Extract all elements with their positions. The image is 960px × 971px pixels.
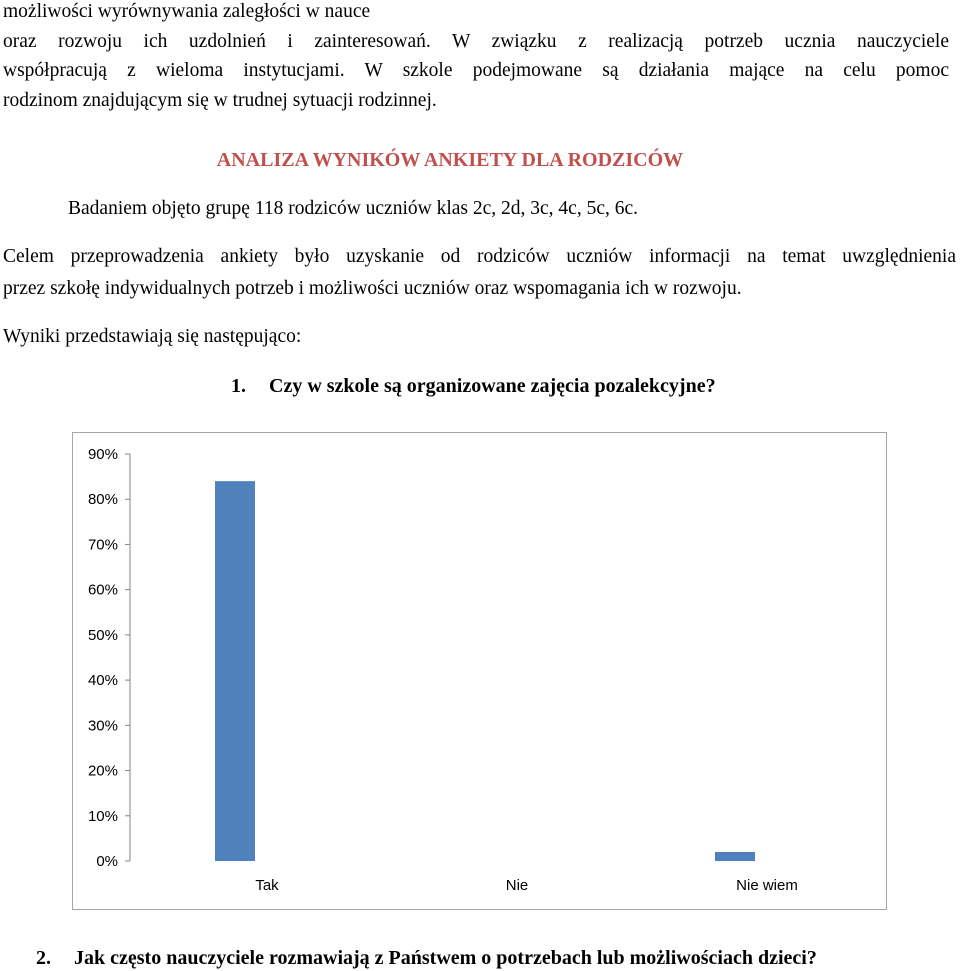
results-intro: Wyniki przedstawiają się następująco: <box>3 326 302 347</box>
y-tick-label: 90% <box>87 446 118 463</box>
bar-nie-wiem <box>715 852 755 861</box>
intro-line-2: oraz rozwoju ich uzdolnień i zainteresowań. W związku z realizacją potrzeb ucznia nauczyciele <box>3 31 949 52</box>
bar-tak <box>215 481 255 861</box>
question-2 <box>36 946 817 970</box>
question-2-text: Jak często nauczyciele rozmawiają z Państwem o potrzebach lub możliwościach dzieci? <box>74 947 817 969</box>
y-tick-label: 60% <box>87 581 118 599</box>
y-tick-label: 50% <box>87 626 118 644</box>
section-title: ANALIZA WYNIKÓW ANKIETY DLA RODZICÓW <box>216 149 684 171</box>
survey-scope: Badaniem objęto grupę 118 rodziców uczniów klas 2c, 2d, 3c, 4c, 5c, 6c. <box>68 198 639 219</box>
intro-line-1: możliwości wyrównywania zaległości w nauce <box>3 1 371 22</box>
y-tick-label: 80% <box>87 491 118 509</box>
y-tick-label: 20% <box>87 762 118 780</box>
survey-purpose-line-1: Celem przeprowadzenia ankiety było uzyskanie od rodziców uczniów informacji na temat uwzględnienia <box>3 246 956 267</box>
question-2-number: 2. <box>36 947 51 969</box>
chart-frame <box>72 432 887 910</box>
x-tick-label: Nie <box>505 877 529 894</box>
y-tick-label: 30% <box>87 717 118 735</box>
x-tick-label: Tak <box>255 877 279 894</box>
x-tick-label: Nie wiem <box>736 877 798 894</box>
intro-line-3: współpracują z wieloma instytucjami. W szkole podejmowane są działania mające na celu pomoc <box>3 60 949 81</box>
y-tick-label: 0% <box>96 853 118 870</box>
question-1-number: 1. <box>231 375 246 397</box>
bar-chart <box>73 433 886 909</box>
y-tick-label: 10% <box>87 807 118 825</box>
survey-purpose-line-2: przez szkołę indywidualnych potrzeb i możliwości uczniów oraz wspomagania ich w rozwoju. <box>3 278 742 299</box>
question-1 <box>231 374 716 398</box>
y-tick-label: 70% <box>87 536 118 554</box>
question-1-text: Czy w szkole są organizowane zajęcia pozalekcyjne? <box>269 375 716 397</box>
y-tick-label: 40% <box>87 672 118 690</box>
intro-line-4: rodzinom znajdującym się w trudnej sytuacji rodzinnej. <box>3 90 437 111</box>
